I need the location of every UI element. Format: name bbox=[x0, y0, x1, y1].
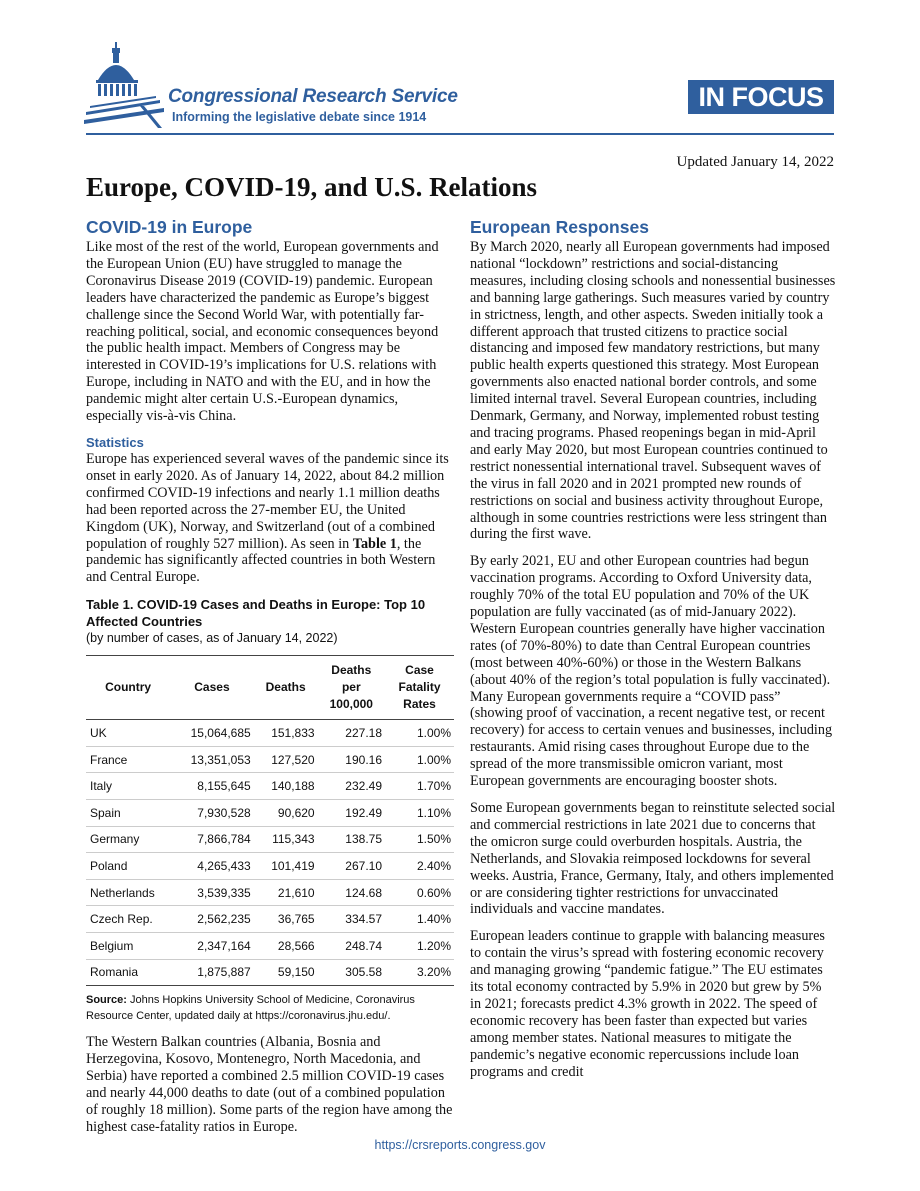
cell-cfr: 1.40% bbox=[385, 906, 454, 933]
table-row bbox=[86, 746, 454, 773]
cell-per100k: 267.10 bbox=[318, 853, 385, 880]
table-subtitle: (by number of cases, as of January 14, 2022) bbox=[86, 631, 338, 646]
cell-cases: 8,155,645 bbox=[170, 773, 253, 800]
table-title: Table 1. COVID-19 Cases and Deaths in Europe: Top 10 Affected Countries bbox=[86, 597, 426, 630]
cell-country: Czech Rep. bbox=[86, 906, 170, 933]
covid-table bbox=[86, 655, 454, 986]
cell-deaths: 115,343 bbox=[254, 826, 318, 853]
right-column bbox=[470, 216, 836, 1091]
cell-cases: 13,351,053 bbox=[170, 746, 253, 773]
table-row bbox=[86, 800, 454, 827]
cell-cases: 2,562,235 bbox=[170, 906, 253, 933]
source-text: Johns Hopkins University School of Medicine, Coronavirus Resource Center, updated daily at https://coronavirus.jhu.edu/. bbox=[86, 994, 415, 1023]
cell-per100k: 232.49 bbox=[318, 773, 385, 800]
table-row bbox=[86, 826, 454, 853]
cell-per100k: 227.18 bbox=[318, 720, 385, 747]
cell-cfr: 0.60% bbox=[385, 879, 454, 906]
cell-country: Romania bbox=[86, 959, 170, 986]
col-header-cases: Cases bbox=[170, 656, 253, 720]
statistics-text-b: , the pandemic has significantly affected countries in both Western and Central Europe. bbox=[86, 535, 436, 586]
page-title: Europe, COVID-19, and U.S. Relations bbox=[86, 172, 538, 202]
section-heading-european-responses: European Responses bbox=[470, 217, 649, 237]
table-source bbox=[86, 992, 456, 1024]
cell-deaths: 101,419 bbox=[254, 853, 318, 880]
cell-deaths: 151,833 bbox=[254, 720, 318, 747]
paragraph-vaccination: By early 2021, EU and other European countries had begun vaccination programs. According to Oxford University data, roughly 70% of the total EU population and 70% of the UK population are fully vaccinated (as of mid-January 2022). Western European countries generally have higher vaccination rates (of 70%-80%) to date than Central European countries (most between 40%-60%) or those in the Western Balkans (about 40% of the region’s total population is fully vaccinated). Many European governments require a “COVID pass” (showing proof of vaccination, a recent negative test, or recent recovery) for access to certain venues and businesses, including restaurants. Amid rising cases throughout Europe due to the spread of the more transmissible omicron variant, most European governments are encouraging booster shots. bbox=[470, 553, 833, 790]
paragraph-statistics bbox=[86, 451, 456, 586]
col-header-country: Country bbox=[86, 656, 170, 720]
paragraph-western-balkans: The Western Balkan countries (Albania, Bosnia and Herzegovina, Kosovo, Montenegro, North Macedonia, and Serbia) have reported a combined 2.5 million COVID-19 cases and nearly 44,000 deaths to date (out of a combined population of roughly 18 million). Some parts of the region have among the highest case-fatality ratios in Europe. bbox=[86, 1034, 453, 1135]
cell-cases: 7,866,784 bbox=[170, 826, 253, 853]
table-body bbox=[86, 720, 454, 986]
cell-cases: 15,064,685 bbox=[170, 720, 253, 747]
header-rule bbox=[86, 133, 834, 135]
cell-cfr: 1.70% bbox=[385, 773, 454, 800]
cell-cfr: 1.00% bbox=[385, 720, 454, 747]
cell-per100k: 305.58 bbox=[318, 959, 385, 986]
cell-country: Poland bbox=[86, 853, 170, 880]
table-row bbox=[86, 959, 454, 986]
col-header-case-fatality: Case Fatality Rates bbox=[385, 656, 454, 720]
paragraph-intro: Like most of the rest of the world, European governments and the European Union (EU) have struggled to manage the Coronavirus Disease 2019 (COVID-19) pandemic. European leaders have characterized the pandemic as Europe’s biggest challenge since the Second World War, with potentially far-reaching political, social, and economic consequences beyond the public health impact. Members of Congress may be interested in COVID-19’s implications for U.S. relations with Europe, including in NATO and with the EU, and in how the pandemic might alter certain U.S.-European dynamics, especially vis-à-vis China. bbox=[86, 239, 439, 425]
cell-cfr: 1.50% bbox=[385, 826, 454, 853]
cell-cfr: 1.00% bbox=[385, 746, 454, 773]
cell-cfr: 3.20% bbox=[385, 959, 454, 986]
cell-country: France bbox=[86, 746, 170, 773]
cell-deaths: 36,765 bbox=[254, 906, 318, 933]
org-name: Congressional Research Service bbox=[168, 86, 458, 107]
cell-cases: 3,539,335 bbox=[170, 879, 253, 906]
cell-deaths: 21,610 bbox=[254, 879, 318, 906]
cell-country: Spain bbox=[86, 800, 170, 827]
cell-cases: 7,930,528 bbox=[170, 800, 253, 827]
paragraph-restrictions: Some European governments began to reinstitute selected social and commercial restrictions in late 2021 due to concerns that the omicron surge could overburden hospitals. Austria, the Netherlands, and Slovakia reimposed lockdowns for several weeks. Austria, France, Germany, Italy, and others implemented or are considering tighter restrictions for unvaccinated individuals and vaccine mandates. bbox=[470, 800, 836, 918]
col-header-deaths: Deaths bbox=[254, 656, 318, 720]
table-row bbox=[86, 773, 454, 800]
cell-deaths: 28,566 bbox=[254, 932, 318, 959]
cell-per100k: 190.16 bbox=[318, 746, 385, 773]
cell-country: Belgium bbox=[86, 932, 170, 959]
cell-deaths: 127,520 bbox=[254, 746, 318, 773]
cell-per100k: 192.49 bbox=[318, 800, 385, 827]
cell-deaths: 140,188 bbox=[254, 773, 318, 800]
source-label: Source: bbox=[86, 994, 127, 1007]
cell-country: UK bbox=[86, 720, 170, 747]
cell-per100k: 124.68 bbox=[318, 879, 385, 906]
cell-cfr: 2.40% bbox=[385, 853, 454, 880]
updated-date: Updated January 14, 2022 bbox=[676, 154, 834, 170]
table-header-row bbox=[86, 656, 454, 720]
capitol-dome-icon bbox=[84, 40, 174, 130]
paragraph-economy: European leaders continue to grapple with balancing measures to contain the virus’s spread with fostering economic recovery and managing growing “pandemic fatigue.” The EU estimates its total economy contracted by 5.9% in 2020 but grew by 5% in 2021; forecasts predict 4.3% growth in 2022. The speed of economic recovery has been faster than expected but varies among member states. National measures to mitigate the pandemic’s negative economic repercussions include loan programs and credit bbox=[470, 928, 825, 1080]
paragraph-lockdowns: By March 2020, nearly all European governments had imposed national “lockdown” restrictions and social-distancing measures, including closing schools and nonessential businesses and banning large gatherings. Such measures varied by country in strictness, length, and other aspects. Sweden initially took a different approach that trusted citizens to practice social distancing and imposed few mandatory restrictions, but many public health experts questioned this strategy. Most European governments also enacted national border controls, and some limited internal travel. Several European countries, including Denmark, Germany, and Norway, implemented robust testing and tracing programs. Phased reopenings began in mid-April and early May 2020, but most European countries continued to restrict nonessential international travel. Subsequent waves of the virus in fall 2020 and in 2021 prompted new rounds of restrictions on social and business activity throughout Europe, although in some countries restrictions were less stringent than during the first wave. bbox=[470, 239, 836, 543]
table-row bbox=[86, 853, 454, 880]
cell-cfr: 1.10% bbox=[385, 800, 454, 827]
cell-deaths: 90,620 bbox=[254, 800, 318, 827]
col-header-deaths-per-100k: Deaths per 100,000 bbox=[318, 656, 385, 720]
cell-cases: 2,347,164 bbox=[170, 932, 253, 959]
statistics-text-a: Europe has experienced several waves of the pandemic since its onset in early 2020. As of January 14, 2022, about 84.2 million confirmed COVID-19 infections and nearly 1.1 million deaths had been reported across the 27-member EU, the United Kingdom (UK), Norway, and Switzerland (out of a combined population of roughly 527 million). As seen in bbox=[86, 450, 449, 552]
cell-per100k: 138.75 bbox=[318, 826, 385, 853]
cell-per100k: 248.74 bbox=[318, 932, 385, 959]
section-heading-statistics: Statistics bbox=[86, 434, 144, 450]
table-row bbox=[86, 932, 454, 959]
header bbox=[0, 0, 920, 150]
in-focus-badge: IN FOCUS bbox=[688, 80, 834, 114]
cell-deaths: 59,150 bbox=[254, 959, 318, 986]
cell-cfr: 1.20% bbox=[385, 932, 454, 959]
cell-per100k: 334.57 bbox=[318, 906, 385, 933]
table-reference: Table 1 bbox=[352, 535, 397, 552]
table-row bbox=[86, 906, 454, 933]
cell-cases: 4,265,433 bbox=[170, 853, 253, 880]
cell-country: Germany bbox=[86, 826, 170, 853]
table-row bbox=[86, 879, 454, 906]
cell-country: Italy bbox=[86, 773, 170, 800]
table-row bbox=[86, 720, 454, 747]
cell-cases: 1,875,887 bbox=[170, 959, 253, 986]
org-tagline: Informing the legislative debate since 1914 bbox=[172, 110, 427, 124]
left-column bbox=[86, 216, 456, 1146]
cell-country: Netherlands bbox=[86, 879, 170, 906]
section-heading-covid-in-europe: COVID-19 in Europe bbox=[86, 217, 253, 237]
footer-url[interactable]: https://crsreports.congress.gov bbox=[374, 1138, 546, 1152]
